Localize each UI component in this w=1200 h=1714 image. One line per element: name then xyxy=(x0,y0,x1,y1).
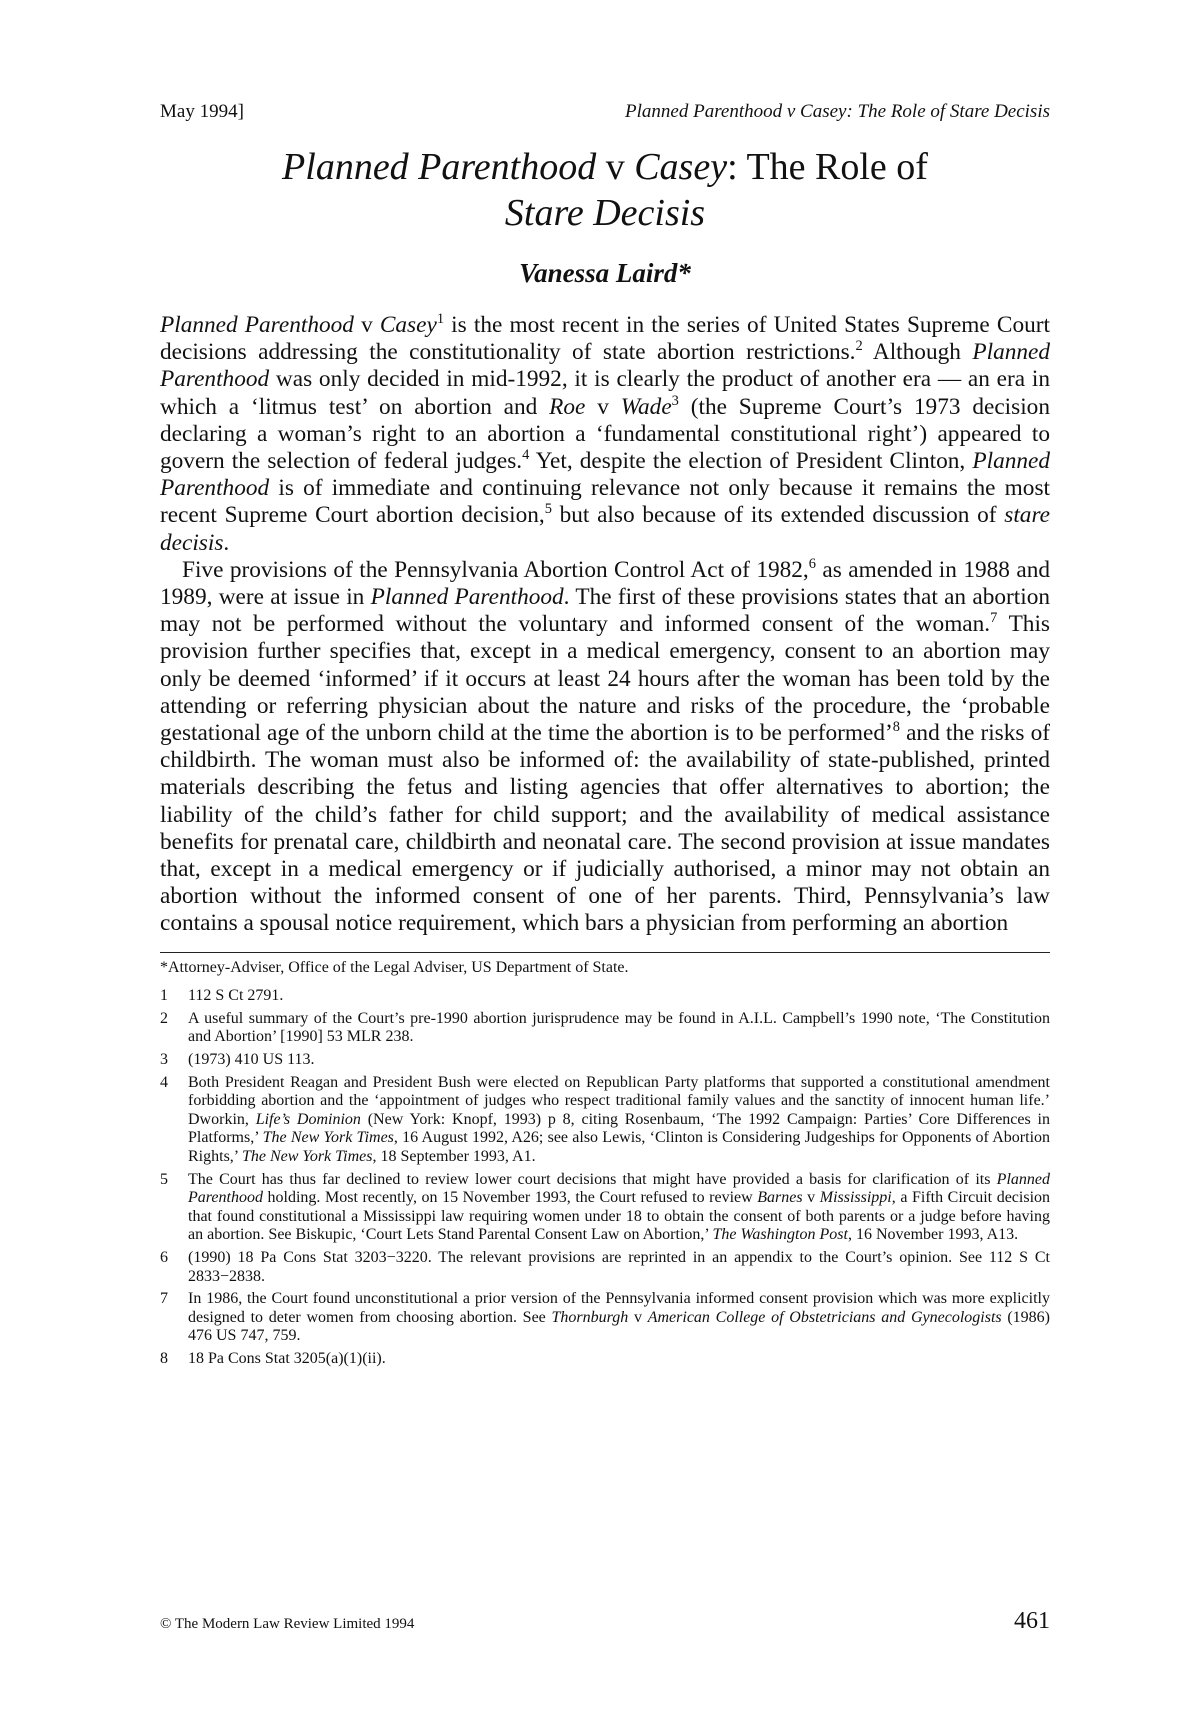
footnote-number: 3 xyxy=(160,1051,168,1069)
text-run: is the most recent in the series of United States Supreme Court decisions addressing the constitutionality of state abortion restrictions. xyxy=(160,312,1050,366)
footnote-text xyxy=(188,1010,1050,1047)
text-run: v xyxy=(628,1308,648,1326)
footnote-7 xyxy=(160,1290,1050,1346)
footnote-2 xyxy=(160,1010,1050,1047)
copyright-notice: © The Modern Law Review Limited 1994 xyxy=(160,1616,415,1632)
text-run: Five provisions of the Pennsylvania Abortion Control Act of 1982, xyxy=(182,556,809,583)
footnote-ref-5: 5 xyxy=(544,501,552,518)
footnote-ref-6: 6 xyxy=(808,556,816,573)
text-run: , 16 August 1992, A26; see also Lewis, ‘Clinton is Considering Judgeships for Opponents of Abortion Rights,’ xyxy=(188,1129,1051,1166)
text-run: (New York: Knopf, 1993) p 8, citing Rosenbaum, ‘The 1992 Campaign: Parties’ Core Differences in Platforms,’ xyxy=(188,1110,1050,1147)
title-versus: v xyxy=(596,146,635,188)
text-run: holding. Most recently, on 15 November 1993, the Court refused to review xyxy=(262,1189,758,1207)
case-name: Wade xyxy=(620,393,672,420)
footnote-text xyxy=(188,1074,1050,1167)
text-run: as amended in 1988 and 1989, were at issue in xyxy=(160,556,1051,611)
text-run: . xyxy=(223,529,230,556)
case-name: Barnes xyxy=(757,1189,803,1207)
title-case-name-1: Planned Parenthood xyxy=(282,146,597,188)
case-name: Thornburgh xyxy=(551,1308,629,1326)
footnote-6 xyxy=(160,1249,1050,1286)
footnote-text xyxy=(188,1051,1050,1070)
footnote-text xyxy=(188,1249,1050,1286)
case-name: Casey xyxy=(379,312,437,338)
text-run: In 1986, the Court found unconstitutional a prior version of the Pennsylvania informed consent provision which was more explicitly designed to deter women from choosing abortion. See xyxy=(188,1290,1050,1326)
article-title xyxy=(160,144,1050,236)
article-body xyxy=(160,312,1050,938)
case-name: Mississippi xyxy=(819,1189,892,1207)
page-number: 461 xyxy=(1014,1608,1050,1634)
publication-title: The New York Times xyxy=(262,1129,394,1147)
text-run: but also because of its extended discussion of xyxy=(551,502,1005,529)
publication-title: The Washington Post xyxy=(712,1226,848,1244)
title-rest: : The Role of xyxy=(727,146,928,188)
running-header xyxy=(160,100,1050,124)
case-name: Planned Parenthood xyxy=(160,312,354,338)
text-run: Both President Reagan and President Bush were elected on Republican Party platforms that supported a constitutional amendment forbidding abortion and the ‘appointment of judges who respect traditional family values and the sanctity of innocent human life.’ Dworkin, xyxy=(188,1073,1050,1128)
case-name: Planned Parenthood xyxy=(188,1170,1050,1207)
footnote-number: 4 xyxy=(160,1073,168,1091)
footnote-number: 1 xyxy=(160,987,168,1005)
title-line-1 xyxy=(160,144,1050,190)
case-name: Planned Parenthood xyxy=(160,339,1050,393)
latin-term: stare decisis xyxy=(160,502,1050,556)
footnote-number: 7 xyxy=(160,1290,168,1308)
book-title: Life’s Dominion xyxy=(255,1110,361,1128)
text-run: (1990) 18 Pa Cons Stat 3203−3220. The relevant provisions are reprinted in an appendix to the Court’s opinion. See 112 S Ct 2833−2838. xyxy=(188,1248,1050,1285)
case-name: Roe xyxy=(549,393,586,420)
footnote-ref-3: 3 xyxy=(671,392,679,409)
text-run: The Court has thus far declined to review lower court decisions that might have provided a basis for clarification of its xyxy=(188,1170,997,1188)
case-name: Planned Parenthood xyxy=(160,448,1050,502)
page-footer xyxy=(160,1608,1050,1635)
text-run: 18 Pa Cons Stat 3205(a)(1)(ii). xyxy=(188,1349,386,1367)
text-run: , 16 November 1993, A13. xyxy=(847,1226,1019,1244)
footnote-ref-1: 1 xyxy=(436,311,445,328)
text-run: , 18 September 1993, A1. xyxy=(372,1148,536,1166)
footnote-ref-4: 4 xyxy=(522,447,530,464)
text-run: is of immediate and continuing relevance not only because it remains the most recent Supreme Court abortion decision, xyxy=(160,475,1050,529)
text-run: Although xyxy=(862,339,973,366)
text-run: was only decided in mid-1992, it is clearly the product of another era — an era in which a ‘litmus test’ on abortion and xyxy=(160,366,1050,420)
title-line-2 xyxy=(160,190,1050,236)
footnote-number: 6 xyxy=(160,1248,168,1266)
case-name: Planned Parenthood xyxy=(370,584,564,611)
text-run: (1986) 476 US 747, 759. xyxy=(188,1308,1051,1345)
text-run: 112 S Ct 2791. xyxy=(188,987,284,1005)
case-name: American College of Obstetricians and Gynecologists xyxy=(647,1308,1002,1326)
header-date: May 1994] xyxy=(160,101,244,122)
footnote-5 xyxy=(160,1171,1050,1245)
text-run: v xyxy=(585,393,621,420)
body-paragraph-2 xyxy=(160,557,1050,938)
text-run: (the Supreme Court’s 1973 decision declaring a woman’s right to an abortion a ‘fundamental constitutional right’) appeared to govern the selection of federal judges. xyxy=(160,393,1050,475)
text-run: v xyxy=(802,1189,820,1207)
header-running-title: Planned Parenthood v Casey: The Role of Stare Decisis xyxy=(625,101,1050,122)
footnote-ref-2: 2 xyxy=(855,338,863,355)
footnote-text xyxy=(188,1171,1050,1245)
footnote-number: 5 xyxy=(160,1170,168,1188)
publication-title: The New York Times xyxy=(241,1148,373,1166)
text-run: and the risks of childbirth. The woman must also be informed of: the availability of state-published, printed materials describing the fetus and listing agencies that offer alternatives to abortion; the liability of the child’s father for child support; and the availability of medical assistance benefits for prenatal care, childbirth and neonatal care. The second provision at issue mandates that, except in a medical emergency or if judicially authorised, a minor may not obtain an abortion without the informed consent of one of her parents. Third, Pennsylvania’s law contains a spousal notice requirement, which bars a physician from performing an abortion xyxy=(160,720,1050,937)
footnote-1 xyxy=(160,987,1050,1006)
title-stare-decisis: Stare Decisis xyxy=(504,192,706,234)
footnote-3 xyxy=(160,1051,1050,1070)
footnote-number: 8 xyxy=(160,1349,168,1367)
footnote-4 xyxy=(160,1074,1050,1167)
article-page xyxy=(160,100,1050,1373)
text-run: (1973) 410 US 113. xyxy=(188,1051,315,1069)
text-run: . The first of these provisions states that an abortion may not be performed without the voluntary and informed consent of the woman. xyxy=(160,584,1050,638)
footnote-text xyxy=(188,987,1050,1006)
footnote-8 xyxy=(160,1350,1050,1369)
footnote-author: *Attorney-Adviser, Office of the Legal Adviser, US Department of State. xyxy=(160,958,629,976)
footnote-text xyxy=(188,1350,1050,1369)
body-paragraph-1 xyxy=(160,312,1050,557)
text-run: A useful summary of the Court’s pre-1990 abortion jurisprudence may be found in A.I.L. Campbell’s 1990 note, ‘The Constitution and Abortion’ [1990] 53 MLR 238. xyxy=(188,1009,1050,1046)
text-run: Yet, despite the election of President Clinton, xyxy=(529,448,973,475)
footnote-ref-7: 7 xyxy=(990,610,998,627)
footnote-number: 2 xyxy=(160,1009,168,1027)
text-run: This provision further specifies that, except in a medical emergency, consent to an abortion may only be deemed ‘informed’ if it occurs at least 24 hours after the woman has been told by the attending or referring physician about the nature and risks of the procedure, the ‘probable gestational age of the unborn child at the time the abortion is to be performed’ xyxy=(160,611,1050,747)
text-run: v xyxy=(353,312,380,338)
footnote-text xyxy=(188,1290,1050,1346)
footnotes xyxy=(160,952,1050,1369)
title-case-name-2: Casey xyxy=(634,146,728,188)
text-run: , a Fifth Circuit decision that found constitutional a Mississippi law requiring women under 18 to obtain the consent of both parents or a judge before having an abortion. See Biskupic, ‘Court Lets Stand Parental Consent Law on Abortion,’ xyxy=(188,1189,1051,1244)
footnote-ref-8: 8 xyxy=(892,719,900,736)
author-name: Vanessa Laird* xyxy=(519,258,691,288)
